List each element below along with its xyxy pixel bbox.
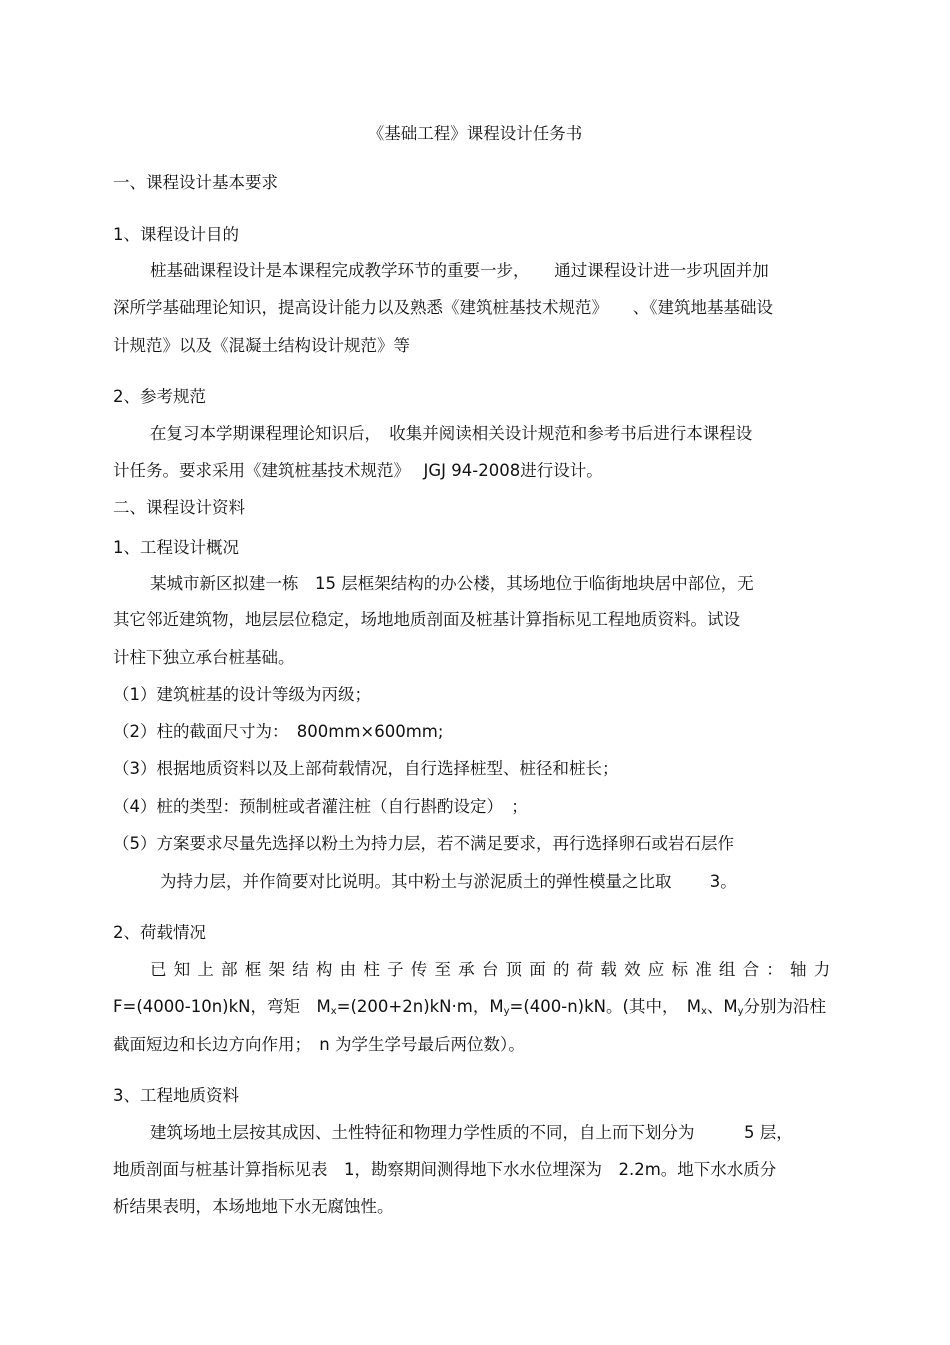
list-item: （1）建筑桩基的设计等级为丙级； <box>113 685 371 704</box>
paragraph-line: 深所学基础理论知识，提高设计能力以及熟悉《建筑桩基技术规范》 、《建筑地基基础设 <box>113 298 773 317</box>
paragraph-line: 计规范》以及《混凝土结构设计规范》等 <box>113 336 410 355</box>
formula-text: F=(4000-10n)kN，弯矩 M <box>113 997 331 1016</box>
paragraph-line: 桩基础课程设计是本课程完成教学环节的重要一步， 通过课程设计进一步巩固并加 <box>150 261 769 280</box>
formula-text: 分别为沿柱 <box>743 997 827 1016</box>
formula-text: =(400-n)kN。(其中， M <box>509 997 701 1016</box>
section-heading-course-goal: 1、课程设计目的 <box>113 225 239 244</box>
load-formula-line <box>113 996 826 1023</box>
subscript-y: y <box>503 1006 510 1017</box>
section-heading-project-overview: 1、工程设计概况 <box>113 538 239 557</box>
document-title: 《基础工程》课程设计任务书 <box>367 124 583 143</box>
paragraph-line: 建筑场地土层按其成因、土性特征和物理力学性质的不同，自上而下划分为 5 层， <box>150 1123 793 1142</box>
paragraph-line: 其它邻近建筑物，地层层位稳定，场地地质剖面及桩基计算指标见工程地质资料。试设 <box>113 610 740 629</box>
paragraph-line: 某城市新区拟建一栋 15 层框架结构的办公楼，其场地位于临街地块居中部位，无 <box>150 574 754 593</box>
list-item: （2）柱的截面尺寸为： 800mm×600mm; <box>113 722 444 741</box>
subscript-x: x <box>330 1006 337 1017</box>
formula-text: =(200+2n)kN·m，M <box>336 997 504 1016</box>
list-item: （3）根据地质资料以及上部荷载情况，自行选择桩型、桩径和桩长； <box>113 759 619 778</box>
paragraph-line: 已知上部框架结构由柱子传至承台顶面的荷载效应标准组合：轴力 <box>150 960 836 979</box>
paragraph-line: 计柱下独立承台桩基础。 <box>113 648 295 667</box>
section-heading-reference-codes: 2、参考规范 <box>113 387 206 406</box>
section-heading-geology: 3、工程地质资料 <box>113 1086 239 1105</box>
formula-text: 、M <box>706 997 738 1016</box>
paragraph-line: 计任务。要求采用《建筑桩基技术规范》 JGJ 94-2008进行设计。 <box>113 461 603 480</box>
list-item: （4）桩的类型：预制桩或者灌注桩（自行斟酌设定） ； <box>113 797 528 816</box>
paragraph-line: 在复习本学期课程理论知识后， 收集并阅读相关设计规范和参考书后进行本课程设 <box>150 424 753 443</box>
paragraph-line: 截面短边和长边方向作用； n 为学生学号最后两位数）。 <box>113 1035 525 1054</box>
part1-heading: 一、课程设计基本要求 <box>113 173 278 192</box>
list-item-continuation: 为持力层，并作简要对比说明。其中粉土与淤泥质土的弹性模量之比取 3。 <box>160 872 737 891</box>
subscript-y: y <box>737 1006 744 1017</box>
section-heading-load-conditions: 2、荷载情况 <box>113 923 206 942</box>
paragraph-line: 地质剖面与桩基计算指标见表 1，勘察期间测得地下水水位埋深为 2.2m。地下水水质分 <box>113 1160 777 1179</box>
list-item: （5）方案要求尽量先选择以粉土为持力层，若不满足要求，再行选择卵石或岩石层作 <box>113 834 734 853</box>
subscript-x: x <box>700 1006 707 1017</box>
paragraph-line: 析结果表明，本场地地下水无腐蚀性。 <box>113 1197 394 1216</box>
part2-heading: 二、课程设计资料 <box>113 498 245 517</box>
